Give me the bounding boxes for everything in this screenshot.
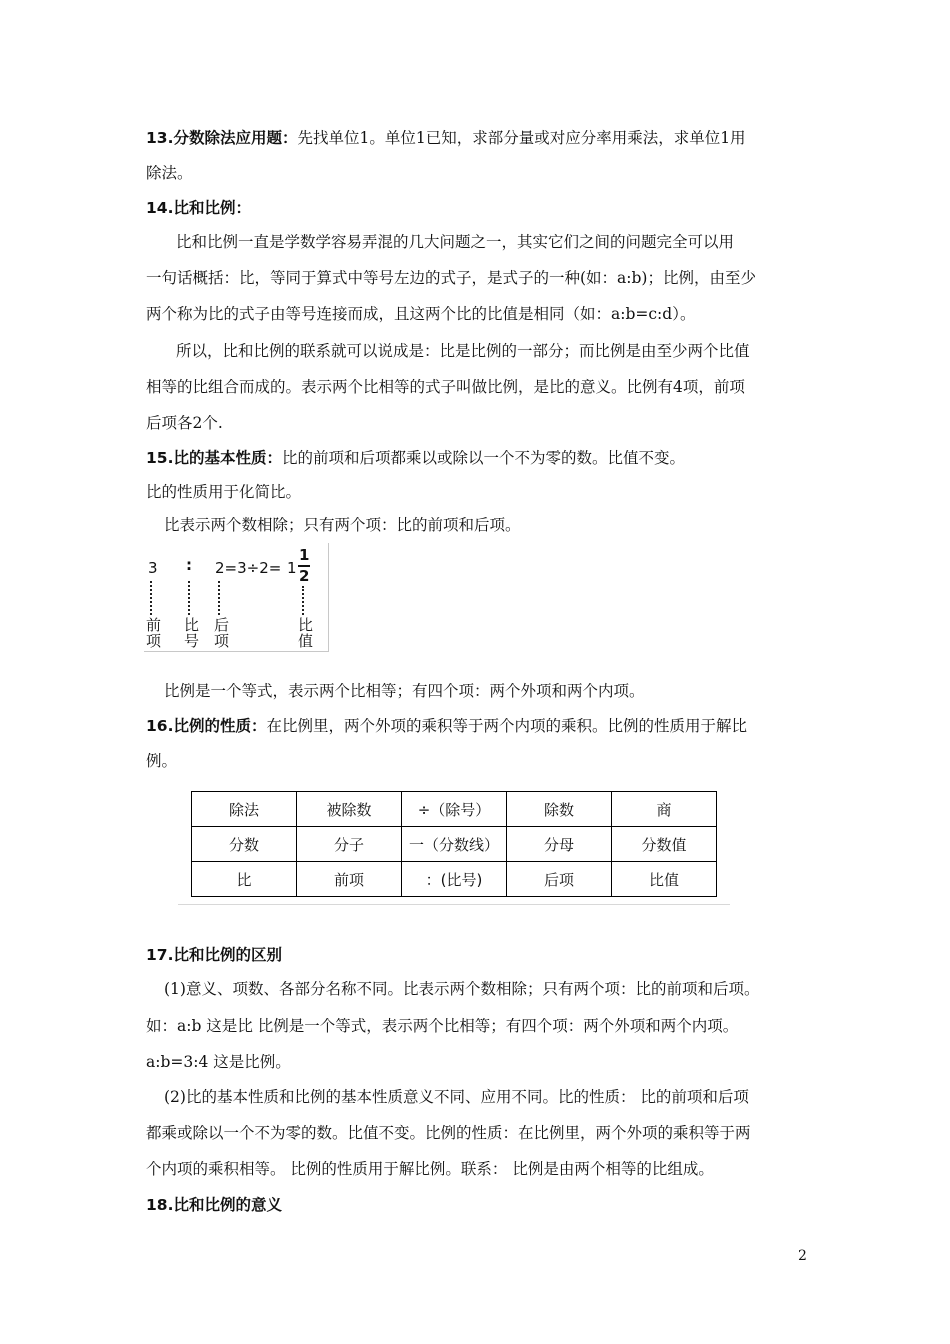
table-cell: 分数值: [612, 827, 717, 862]
table-cell: 被除数: [297, 792, 402, 827]
dotted-guide-value: [302, 586, 306, 615]
table-cell: ÷（除号）: [402, 792, 507, 827]
table-cell: 除数: [507, 792, 612, 827]
section-17-line-1: (1)意义、项数、各部分名称不同。比表示两个数相除；只有两个项：比的前项和后项。: [164, 980, 760, 998]
section-18-title: 18.比和比例的意义: [146, 1196, 282, 1214]
label-value-1: 比: [298, 616, 314, 634]
table-row: [192, 792, 717, 827]
division-fraction-ratio-table: [191, 791, 717, 897]
section-15-line-2: 比的性质用于化简比。: [146, 483, 302, 501]
label-front-1: 前: [146, 616, 162, 634]
table-cell: 一（分数线）: [402, 827, 507, 862]
section-16-line-1: [146, 716, 816, 736]
table-cell: 前项: [297, 862, 402, 897]
section-14-p1-line-1: 比和比例一直是学数学容易弄混的几大问题之一，其实它们之间的问题完全可以用: [176, 233, 735, 251]
section-17-line-5: 都乘或除以一个不为零的数。比值不变。比例的性质：在比例里，两个外项的乘积等于两: [146, 1124, 751, 1142]
dotted-guide-front: [150, 581, 154, 615]
table-cell: 比: [192, 862, 297, 897]
page-number: 2: [798, 1248, 807, 1264]
section-14-title: 14.比和比例：: [146, 199, 251, 217]
section-17-line-2: 如：a:b 这是比 比例是一个等式，表示两个比相等；有四个项：两个外项和两个内项。: [146, 1017, 739, 1035]
section-15-text: 比的前项和后项都乘以或除以一个不为零的数。比值不变。: [281, 449, 685, 467]
section-14-p2-line-3: 后项各2个.: [146, 414, 223, 432]
table-row: [192, 862, 717, 897]
label-front-2: 项: [146, 632, 162, 650]
figure-whole-number: 1: [287, 559, 297, 577]
figure-expression: 2=3÷2=: [215, 559, 282, 577]
section-16-line-2: 例。: [146, 752, 178, 770]
section-15-title: 15.比的基本性质：: [146, 449, 282, 467]
section-15-line-3: 比表示两个数相除；只有两个项：比的前项和后项。: [164, 516, 521, 534]
section-15-line-1: [146, 448, 816, 468]
table-cell: 除法: [192, 792, 297, 827]
section-14-p1-line-3: 两个称为比的式子由等号连接而成，且这两个比的比值是相同（如：a:b=c:d）。: [146, 305, 696, 323]
label-back-2: 项: [214, 632, 230, 650]
section-14-p1-line-2: 一句话概括：比，等同于算式中等号左边的式子，是式子的一种(如：a:b)；比例，由至少: [146, 269, 756, 287]
section-13-title: 13.分数除法应用题：: [146, 129, 298, 147]
table-cell: 分子: [297, 827, 402, 862]
label-sign-1: 比: [184, 616, 200, 634]
table-row: [192, 827, 717, 862]
table-shadow-line: [178, 904, 730, 905]
figure-numerator: 1: [299, 546, 310, 564]
table-cell: 商: [612, 792, 717, 827]
section-13-line-2: 除法。: [146, 164, 193, 182]
dotted-guide-sign: [188, 581, 192, 615]
figure-number-3: 3: [148, 559, 158, 577]
section-15-line-4: 比例是一个等式，表示两个比相等；有四个项：两个外项和两个内项。: [164, 682, 645, 700]
table-cell: 分数: [192, 827, 297, 862]
ratio-parts-figure: [144, 543, 329, 652]
figure-colon: :: [186, 556, 192, 574]
section-16-title: 16.比例的性质：: [146, 717, 267, 735]
dotted-guide-back: [218, 581, 222, 615]
label-value-2: 值: [298, 632, 314, 650]
section-17-line-4: (2)比的基本性质和比例的基本性质意义不同、应用不同。比的性质： 比的前项和后项: [164, 1088, 749, 1106]
section-14-p2-line-2: 相等的比组合而成的。表示两个比相等的式子叫做比例，是比的意义。比例有4项，前项: [146, 378, 745, 396]
section-13-line-1: [146, 128, 816, 148]
section-14-p2-line-1: 所以，比和比例的联系就可以说成是：比是比例的一部分；而比例是由至少两个比值: [176, 342, 750, 360]
section-17-line-3: a:b=3:4 这是比例。: [146, 1053, 291, 1071]
section-17-title: 17.比和比例的区别: [146, 946, 282, 964]
table-cell: 分母: [507, 827, 612, 862]
table-cell: 后项: [507, 862, 612, 897]
table-cell: ：(比号): [402, 862, 507, 897]
section-17-line-6: 个内项的乘积相等。 比例的性质用于解比例。联系： 比例是由两个相等的比组成。: [146, 1160, 714, 1178]
section-16-text: 在比例里，两个外项的乘积等于两个内项的乘积。比例的性质用于解比: [266, 717, 747, 735]
table-cell: 比值: [612, 862, 717, 897]
section-13-text: 先找单位1。单位1已知，求部分量或对应分率用乘法，求单位1用: [297, 129, 746, 147]
label-sign-2: 号: [184, 632, 200, 650]
label-back-1: 后: [214, 616, 230, 634]
figure-denominator: 2: [299, 567, 310, 585]
